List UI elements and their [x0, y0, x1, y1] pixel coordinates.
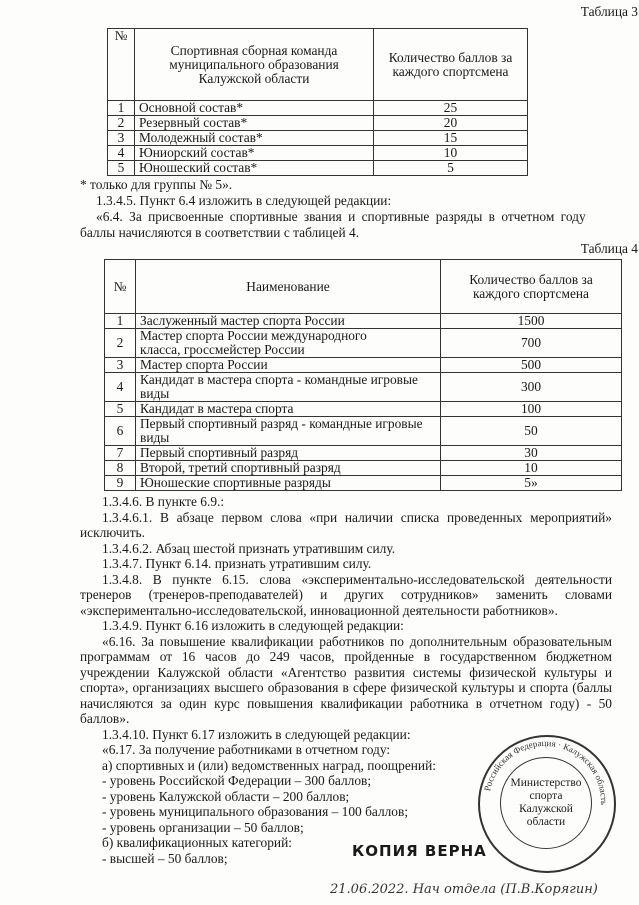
stamp-line: Министерство — [510, 777, 582, 789]
row-points: 25 — [374, 101, 528, 116]
row-name: Мастер спорта России международного класса, гроссмейстер России — [136, 329, 441, 358]
table-row — [108, 101, 528, 116]
row-name: Второй, третий спортивный разряд — [136, 461, 441, 476]
paragraph: 1.3.4.7. Пункт 6.14. признать утратившим силу. — [102, 556, 372, 571]
row-number: 6 — [105, 417, 136, 446]
table4-header-number: № — [105, 260, 136, 314]
row-name: Заслуженный мастер спорта России — [136, 314, 441, 329]
row-name: Первый спортивный разряд — [136, 446, 441, 461]
table4-caption: Таблица 4 — [580, 241, 638, 256]
row-name: Кандидат в мастера спорта — [136, 402, 441, 417]
row-name: Резервный состав* — [135, 116, 374, 131]
row-points: 100 — [441, 402, 622, 417]
row-points: 20 — [374, 116, 528, 131]
row-points: 15 — [374, 131, 528, 146]
row-points: 30 — [441, 446, 622, 461]
row-number: 2 — [108, 116, 135, 131]
row-number: 8 — [105, 461, 136, 476]
table4-header-name: Наименование — [136, 260, 441, 314]
table3-header-number: № — [108, 29, 135, 101]
row-points: 50 — [441, 417, 622, 446]
list-item: - уровень Российской Федерации – 300 баллов; — [102, 773, 372, 788]
stamp-ring-label: Российская Федерация · Калужская область — [482, 737, 610, 806]
table3-caption: Таблица 3 — [580, 4, 638, 19]
row-number: 9 — [105, 476, 136, 491]
stamp-line: области — [526, 816, 566, 828]
table-row — [108, 131, 528, 146]
row-points: 300 — [441, 373, 622, 402]
copy-certified-mark: КОПИЯ ВЕРНА — [352, 842, 487, 860]
row-number: 5 — [108, 161, 135, 176]
stamp-center — [500, 757, 592, 849]
list-item: - уровень Калужской области – 200 баллов; — [102, 788, 350, 804]
list-item: - уровень муниципального образования – 100 баллов; — [102, 804, 409, 819]
row-points: 1500 — [441, 314, 622, 329]
stamp-line: спорта — [529, 790, 563, 802]
table3-header-points: Количество баллов за каждого спортсмена — [374, 29, 528, 101]
paragraph: «6.17. За получение работниками в отчетном году: — [102, 742, 391, 757]
row-name: Первый спортивный разряд - командные игровые виды — [136, 417, 441, 446]
stamp-line: Калужской — [519, 803, 573, 815]
row-number: 2 — [105, 329, 136, 358]
paragraph: 1.3.4.6.2. Абзац шестой признать утратившим силу. — [102, 540, 396, 556]
table-row — [108, 161, 528, 176]
row-name: Кандидат в мастера спорта - командные игровые виды — [136, 373, 441, 402]
table-row — [108, 146, 528, 161]
table4-header-points: Количество баллов за каждого спортсмена — [441, 260, 622, 314]
handwritten-signature: 21.06.2022. Нач отдела (П.В.Корягин) — [330, 882, 598, 897]
table-row — [108, 116, 528, 131]
row-name: Юниорский состав* — [135, 146, 374, 161]
row-points: 10 — [374, 146, 528, 161]
row-name: Основной состав* — [135, 101, 374, 116]
paragraph: 1.3.4.5. Пункт 6.4 изложить в следующей редакции: — [96, 193, 392, 208]
table-row — [105, 446, 622, 461]
paragraph: «6.16. За повышение квалификации работников по дополнительным образовательным программам от 16 часов до 249 часов, пройденные в государственном бюджетном учреждении Калужской области «Агентство развития системы физической культуры и спорта», организациях высшего образования в сфере физической культуры и спорта (баллы начисляются за один курс повышения квалификации работника в отчетном году) - 50 баллов». — [80, 633, 612, 726]
row-name: Мастер спорта России — [136, 358, 441, 373]
row-points: 700 — [441, 329, 622, 358]
row-points: 10 — [441, 461, 622, 476]
table4 — [104, 259, 622, 491]
row-number: 4 — [108, 146, 135, 161]
paragraph: 1.3.4.9. Пункт 6.16 изложить в следующей редакции: — [102, 618, 404, 633]
table-row — [105, 461, 622, 476]
table3-header-team: Спортивная сборная команда муниципального образования Калужской области — [135, 29, 374, 101]
row-points: 500 — [441, 358, 622, 373]
row-number: 3 — [105, 358, 136, 373]
table-row — [105, 417, 622, 446]
list-item: а) спортивных и (или) ведомственных наград, поощрений: — [102, 757, 436, 773]
table-row — [105, 373, 622, 402]
table-row — [105, 476, 622, 491]
table-row — [105, 402, 622, 417]
list-item: б) квалификационных категорий: — [102, 835, 292, 850]
row-number: 1 — [108, 101, 135, 116]
row-number: 7 — [105, 446, 136, 461]
list-item: - высшей – 50 баллов; — [102, 850, 228, 866]
row-name: Юношеский состав* — [135, 161, 374, 176]
table-row — [105, 329, 622, 358]
row-points: 5 — [374, 161, 528, 176]
row-number: 3 — [108, 131, 135, 146]
row-number: 1 — [105, 314, 136, 329]
table3 — [107, 28, 528, 176]
row-number: 5 — [105, 402, 136, 417]
table3-footnote: * только для группы № 5». — [80, 177, 233, 192]
paragraph: 1.3.4.8. В пункте 6.15. слова «экспериментально-исследовательской деятельности тренеров (тренеров-преподавателей) и других сотрудников» заменить словами «экспериментально-исследовательской, инновационной деятельности работников». — [80, 571, 612, 618]
official-stamp — [478, 735, 616, 873]
table-row — [105, 314, 622, 329]
paragraph: баллы начисляются в соответствии с таблицей 4. — [80, 225, 360, 240]
paragraph: 1.3.4.6.1. В абзаце первом слова «при наличии списка проведенных мероприятий» исключить. — [80, 509, 612, 540]
row-name: Молодежный состав* — [135, 131, 374, 146]
list-item: - уровень организации – 50 баллов; — [102, 819, 304, 835]
paragraph: 1.3.4.6. В пункте 6.9.: — [102, 494, 225, 509]
table-row — [105, 358, 622, 373]
paragraph: «6.4. За присвоенные спортивные звания и спортивные разряды в отчетном году — [96, 209, 586, 224]
row-number: 4 — [105, 373, 136, 402]
row-points: 5» — [441, 476, 622, 491]
row-name: Юношеские спортивные разряды — [136, 476, 441, 491]
paragraph: 1.3.4.10. Пункт 6.17 изложить в следующей редакции: — [102, 726, 411, 742]
